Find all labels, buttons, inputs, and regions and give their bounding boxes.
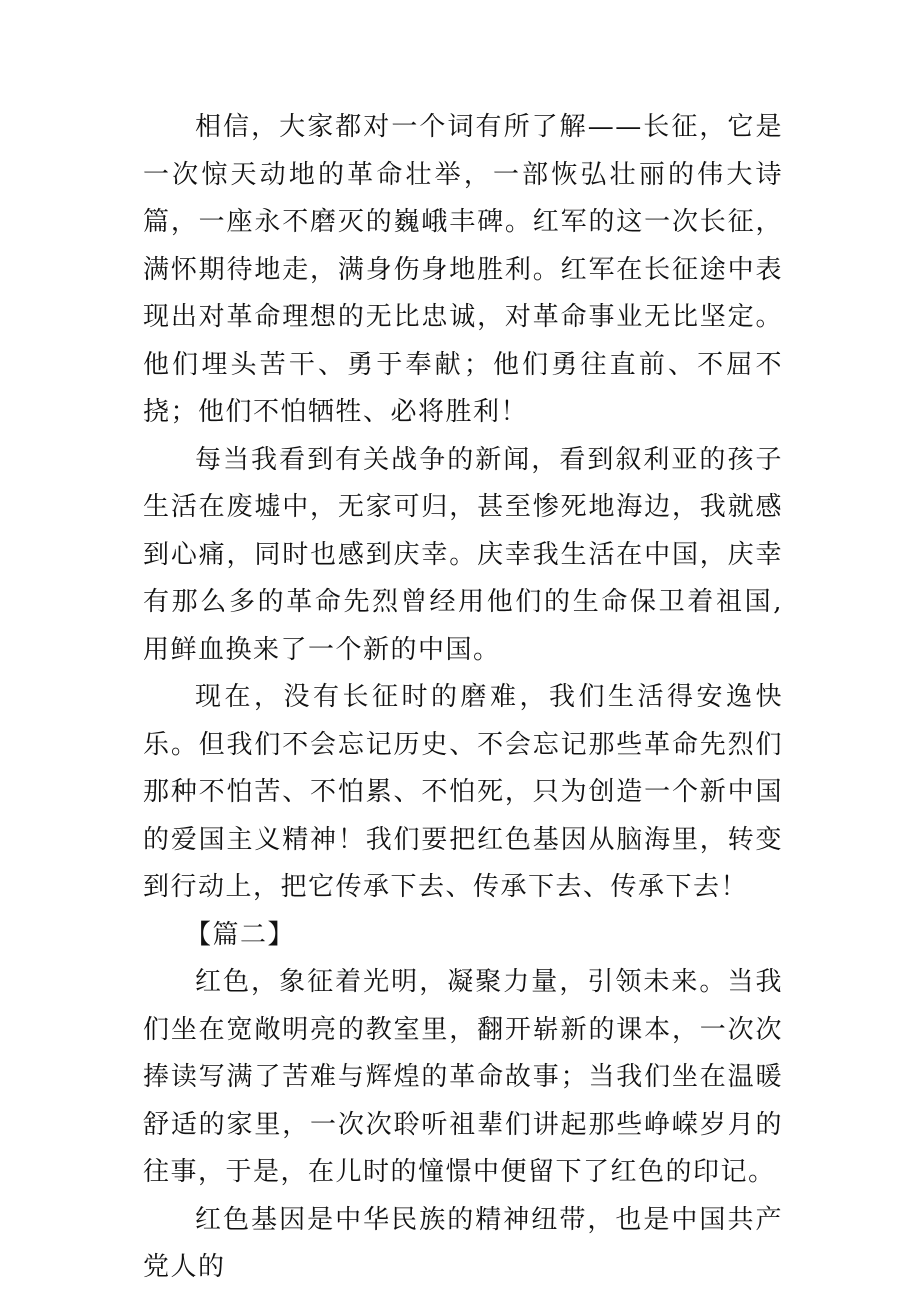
section-heading: 【篇二】 [185, 919, 296, 950]
paragraph-2: 每当我看到有关战争的新闻，看到叙利亚的孩子生活在废墟中，无家可归，甚至惨死地海边，我就感到心痛，同时也感到庆幸。庆幸我生活在中国，庆幸有那么多的革命先烈曾经用他们的生命保卫着祖国,用鲜血换来了一个新的中国。 [143, 444, 783, 665]
paragraph-3: 现在，没有长征时的磨难，我们生活得安逸快乐。但我们不会忘记历史、不会忘记那些革命先烈们那种不怕苦、不怕累、不怕死，只为创造一个新中国的爱国主义精神！我们要把红色基因从脑海里，转变到行动上，把它传承下去、传承下去、传承下去！ [143, 682, 783, 902]
section-paragraph-2: 红色基因是中华民族的精神纽带，也是中国共产党人的 [143, 1204, 783, 1282]
paragraph-1: 相信，大家都对一个词有所了解——长征，它是一次惊天动地的革命壮举，一部恢弘壮丽的伟大诗篇，一座永不磨灭的巍峨丰碑。红军的这一次长征，满怀期待地走，满身伤身地胜利。红军在长征途中表现出对革命理想的无比忠诚，对革命事业无比坚定。他们埋头苦干、勇于奉献；他们勇往直前、不屈不挠；他们不怕牺牲、必将胜利！ [143, 112, 783, 427]
document-body [143, 104, 783, 1292]
section-paragraph-1: 红色，象征着光明，凝聚力量，引领未来。当我们坐在宽敞明亮的教室里，翻开崭新的课本，一次次捧读写满了苦难与辉煌的革命故事；当我们坐在温暖舒适的家里，一次次聆听祖辈们讲起那些峥嵘岁月的往事，于是，在儿时的憧憬中便留下了红色的印记。 [143, 967, 783, 1187]
